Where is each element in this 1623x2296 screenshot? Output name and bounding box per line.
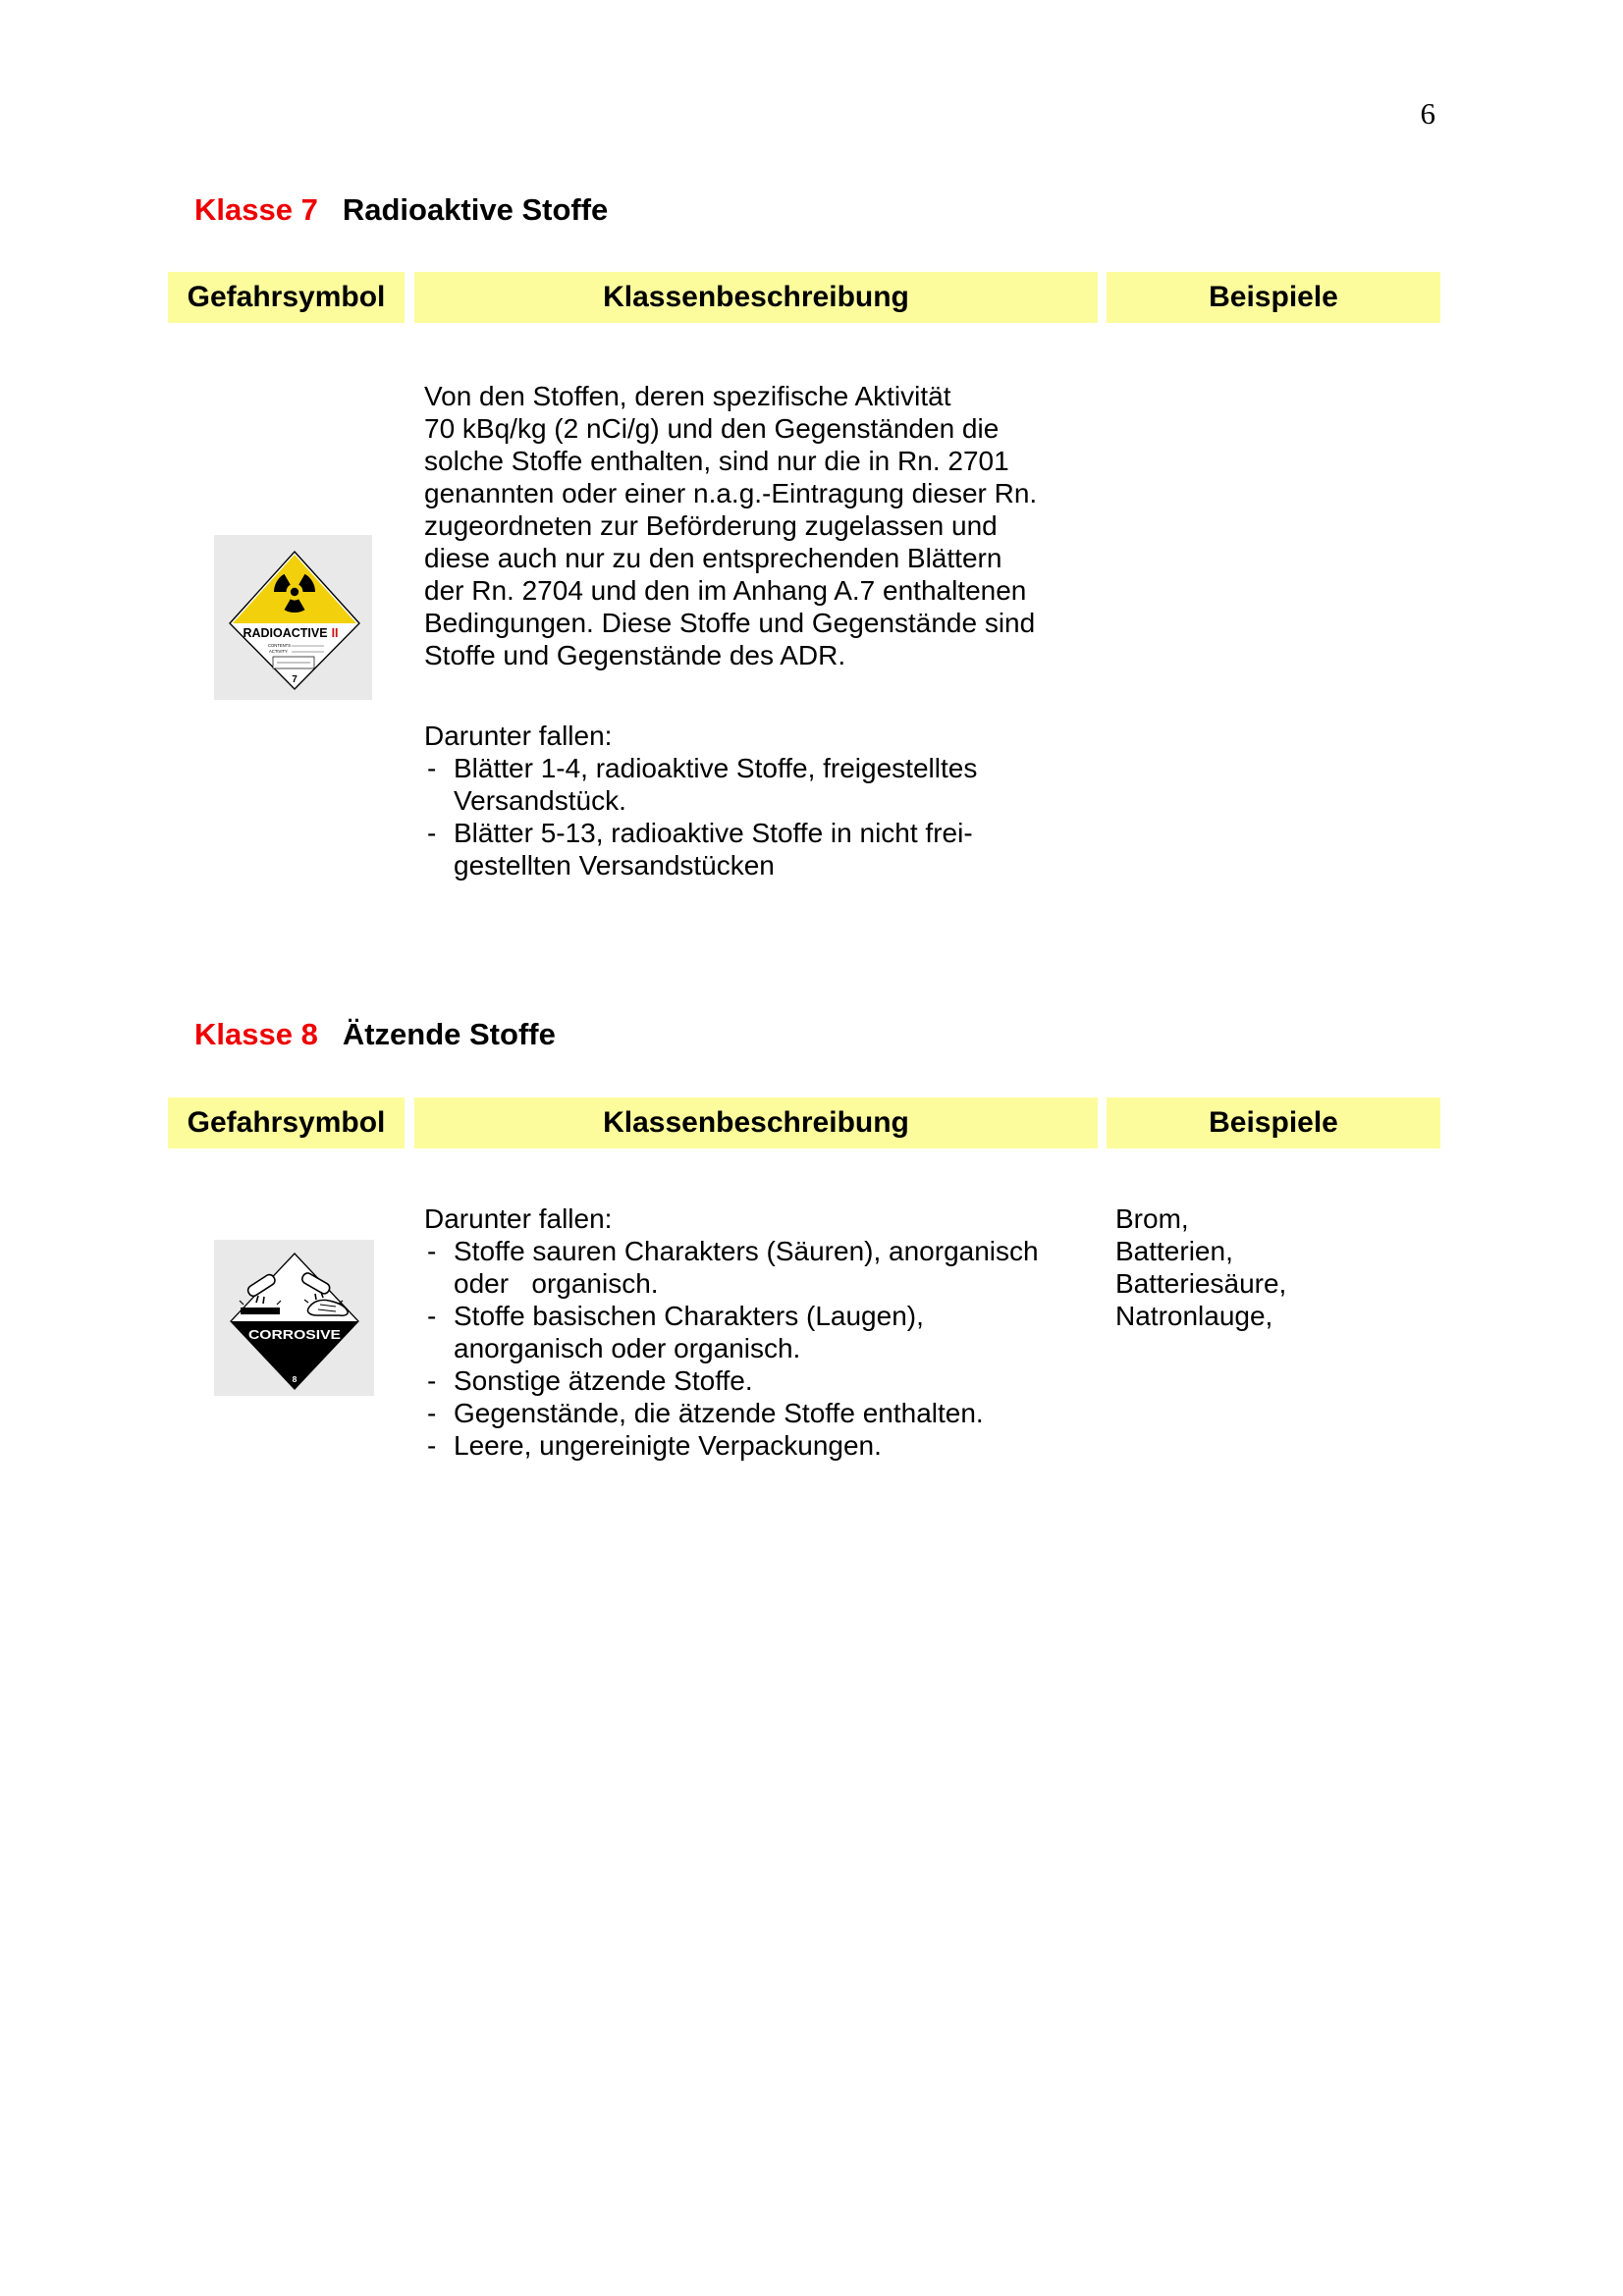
radioactive-word: RADIOACTIVE II: [243, 626, 339, 640]
beispiel-line: Brom,: [1115, 1203, 1189, 1234]
list-dash: -: [427, 1301, 437, 1331]
list-item: - Stoffe basischen Charakters (Laugen),: [427, 1301, 924, 1331]
description-line: diese auch nur zu den entsprechenden Blättern: [424, 543, 1002, 573]
description-line: solche Stoffe enthalten, sind nur die in Rn. 2701: [424, 446, 1009, 476]
beispiel-line: Batteriesäure,: [1115, 1268, 1287, 1299]
contents-label: CONTENTS: [268, 643, 292, 648]
klasse7-heading: [194, 192, 608, 228]
list-dash: -: [427, 1365, 437, 1396]
list-item-continuation: oder organisch.: [454, 1268, 659, 1299]
description-line: genannten oder einer n.a.g.-Eintragung dieser Rn.: [424, 478, 1038, 508]
header-cell-gefahrsymbol: Gefahrsymbol: [168, 1097, 405, 1148]
description-line: Bedingungen. Diese Stoffe und Gegenstände sind: [424, 608, 1036, 638]
klasse7-description: [424, 380, 1131, 881]
description-line: der Rn. 2704 und den im Anhang A.7 enthaltenen: [424, 575, 1027, 606]
klasse8-title: Ätzende Stoffe: [342, 1017, 556, 1051]
description-line: 70 kBq/kg (2 nCi/g) und den Gegenständen die: [424, 413, 1000, 444]
list-intro: Darunter fallen:: [424, 1203, 613, 1234]
list-dash: -: [427, 818, 437, 848]
list-dash: -: [427, 1430, 437, 1461]
list-dash: -: [427, 1398, 437, 1428]
header-cell-klassenbeschreibung: Klassenbeschreibung: [414, 1097, 1098, 1148]
list-item: - Blätter 1-4, radioaktive Stoffe, freigestelltes: [427, 753, 978, 783]
klasse8-heading: [194, 1017, 556, 1052]
list-dash: -: [427, 1236, 437, 1266]
header-cell-klassenbeschreibung: Klassenbeschreibung: [414, 272, 1098, 323]
beispiel-line: Natronlauge,: [1115, 1301, 1273, 1331]
description-line: Stoffe und Gegenstände des ADR.: [424, 640, 846, 670]
activity-label: ACTIVITY: [269, 649, 288, 654]
list-item: - Blätter 5-13, radioaktive Stoffe in nicht frei-: [427, 818, 973, 848]
list-item: - Sonstige ätzende Stoffe.: [427, 1365, 753, 1396]
class-digit-8: 8: [292, 1374, 298, 1384]
list-intro: Darunter fallen:: [424, 721, 613, 751]
radioactive-grade-II: II: [331, 626, 339, 640]
header-cell-beispiele: Beispiele: [1107, 272, 1440, 323]
list-item: - Stoffe sauren Charakters (Säuren), anorganisch: [427, 1236, 1039, 1266]
list-item-continuation: anorganisch oder organisch.: [454, 1333, 801, 1363]
klasse7-label: Klasse 7: [194, 192, 318, 227]
list-item: - Leere, ungereinigte Verpackungen.: [427, 1430, 882, 1461]
klasse8-beispiele: [1115, 1202, 1439, 1332]
klasse8-label: Klasse 8: [194, 1017, 318, 1051]
header-cell-beispiele: Beispiele: [1107, 1097, 1440, 1148]
list-item-continuation: Versandstück.: [454, 785, 626, 816]
description-line: Von den Stoffen, deren spezifische Aktivität: [424, 381, 951, 411]
beispiel-line: Batterien,: [1115, 1236, 1233, 1266]
header-cell-gefahrsymbol: Gefahrsymbol: [168, 272, 405, 323]
list-item: - Gegenstände, die ätzende Stoffe enthalten.: [427, 1398, 984, 1428]
paragraph-gap: [424, 671, 1131, 720]
corrosive-class8-placard-icon: [214, 1240, 374, 1396]
class-digit-7: 7: [292, 674, 298, 685]
list-item-continuation: gestellten Versandstücken: [454, 850, 775, 881]
klasse8-description: [424, 1202, 1131, 1462]
corrosive-word: CORROSIVE: [248, 1327, 342, 1342]
klasse7-title: Radioaktive Stoffe: [342, 192, 609, 227]
page-number: 6: [1420, 96, 1435, 131]
description-line: zugeordneten zur Beförderung zugelassen und: [424, 510, 998, 541]
radioactive-class7-placard-icon: [214, 535, 372, 700]
list-dash: -: [427, 753, 437, 783]
